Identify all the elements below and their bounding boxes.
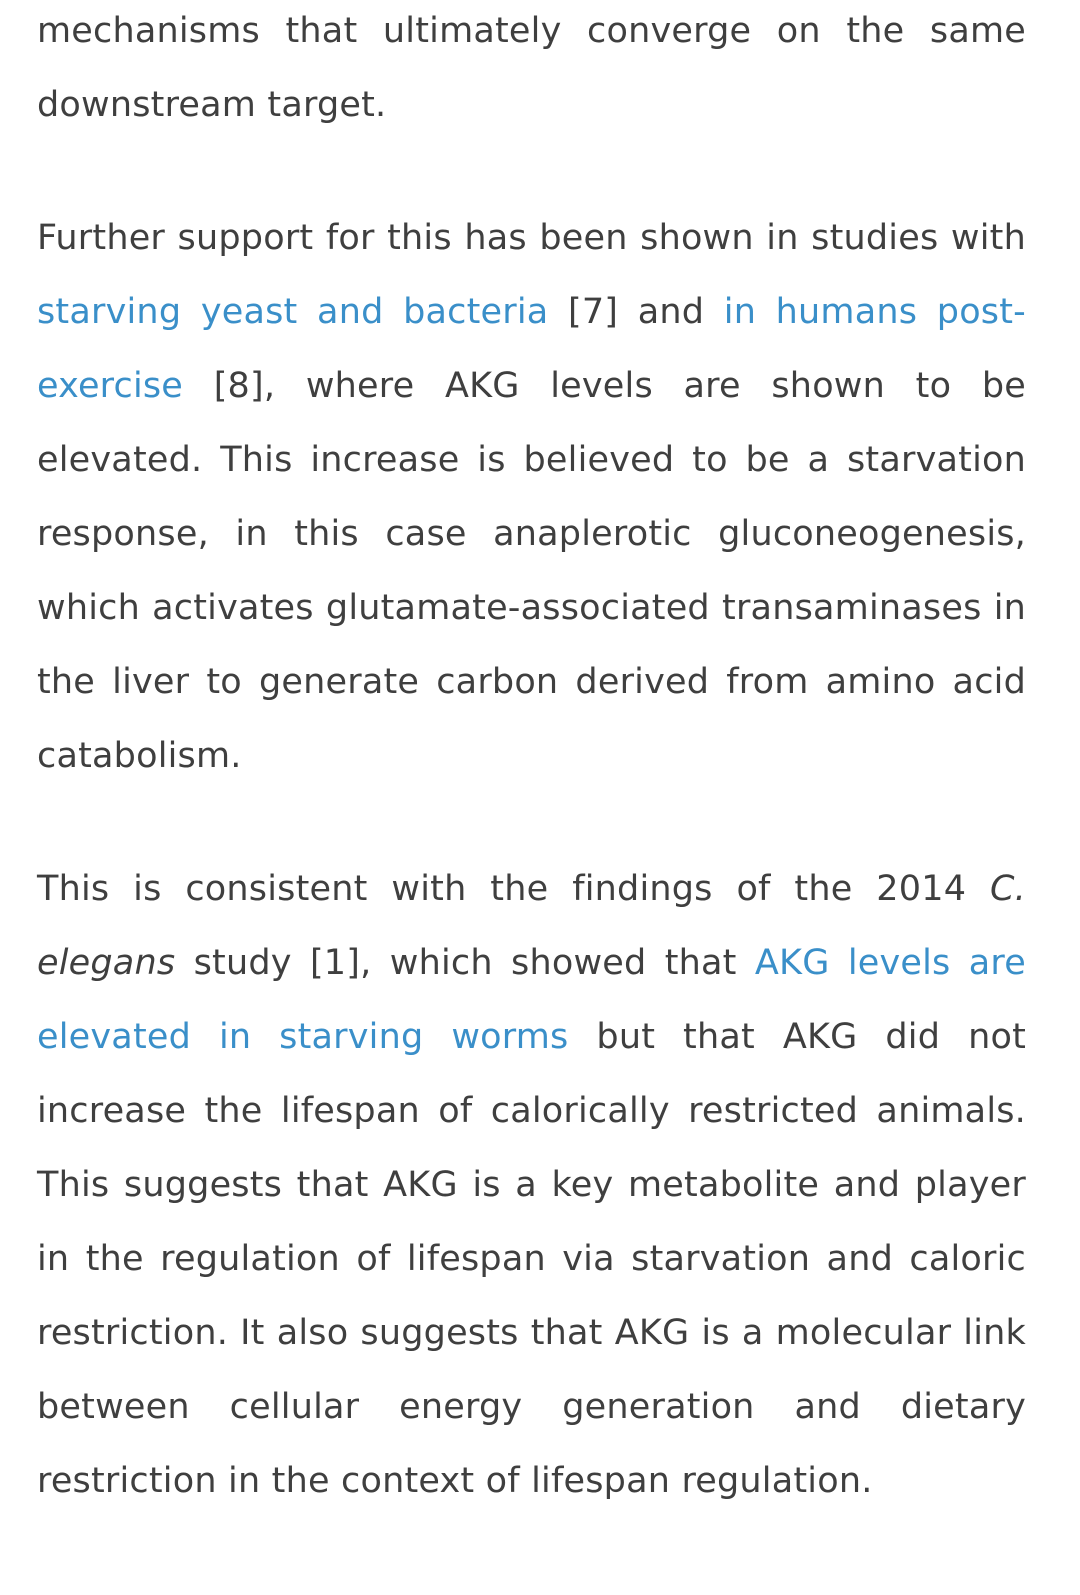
paragraph-3 <box>37 852 1026 1518</box>
paragraph-1-text: mechanisms that ultimately converge on the same downstream target. <box>37 11 1026 125</box>
paragraph-1 <box>37 0 1026 142</box>
paragraph-3-text-2: study [1], which showed that <box>175 943 755 983</box>
paragraph-2 <box>37 201 1026 793</box>
paragraph-2-text-1: Further support for this has been shown in studies with <box>37 218 1026 258</box>
paragraph-3-text-1: This is consistent with the findings of the 2014 <box>37 869 991 909</box>
paragraph-2-text-3: [8], where AKG levels are shown to be elevated. This increase is believed to be a starvation response, in this case anaplerotic gluconeogenesis, which activates glutamate-associated transaminases in the liver to generate carbon derived from amino acid catabolism. <box>37 366 1026 776</box>
paragraph-3-text-3: but that AKG did not increase the lifespan of calorically restricted animals. This suggests that AKG is a key metabolite and player in the regulation of lifespan via starvation and caloric restriction. It also suggests that AKG is a molecular link between cellular energy generation and dietary restriction in the context of lifespan regulation. <box>37 1017 1026 1501</box>
link-humans-post-exercise[interactable]: in humans post-exercise <box>37 292 1026 406</box>
paragraph-2-text-2: [7] and <box>548 292 724 332</box>
link-starving-yeast-bacteria[interactable]: starving yeast and bacteria <box>37 292 549 332</box>
article-body <box>37 0 1026 1577</box>
link-akg-levels-starving-worms[interactable]: AKG levels are elevated in starving worms <box>37 943 1026 1057</box>
species-name: C. elegans <box>37 869 1026 983</box>
